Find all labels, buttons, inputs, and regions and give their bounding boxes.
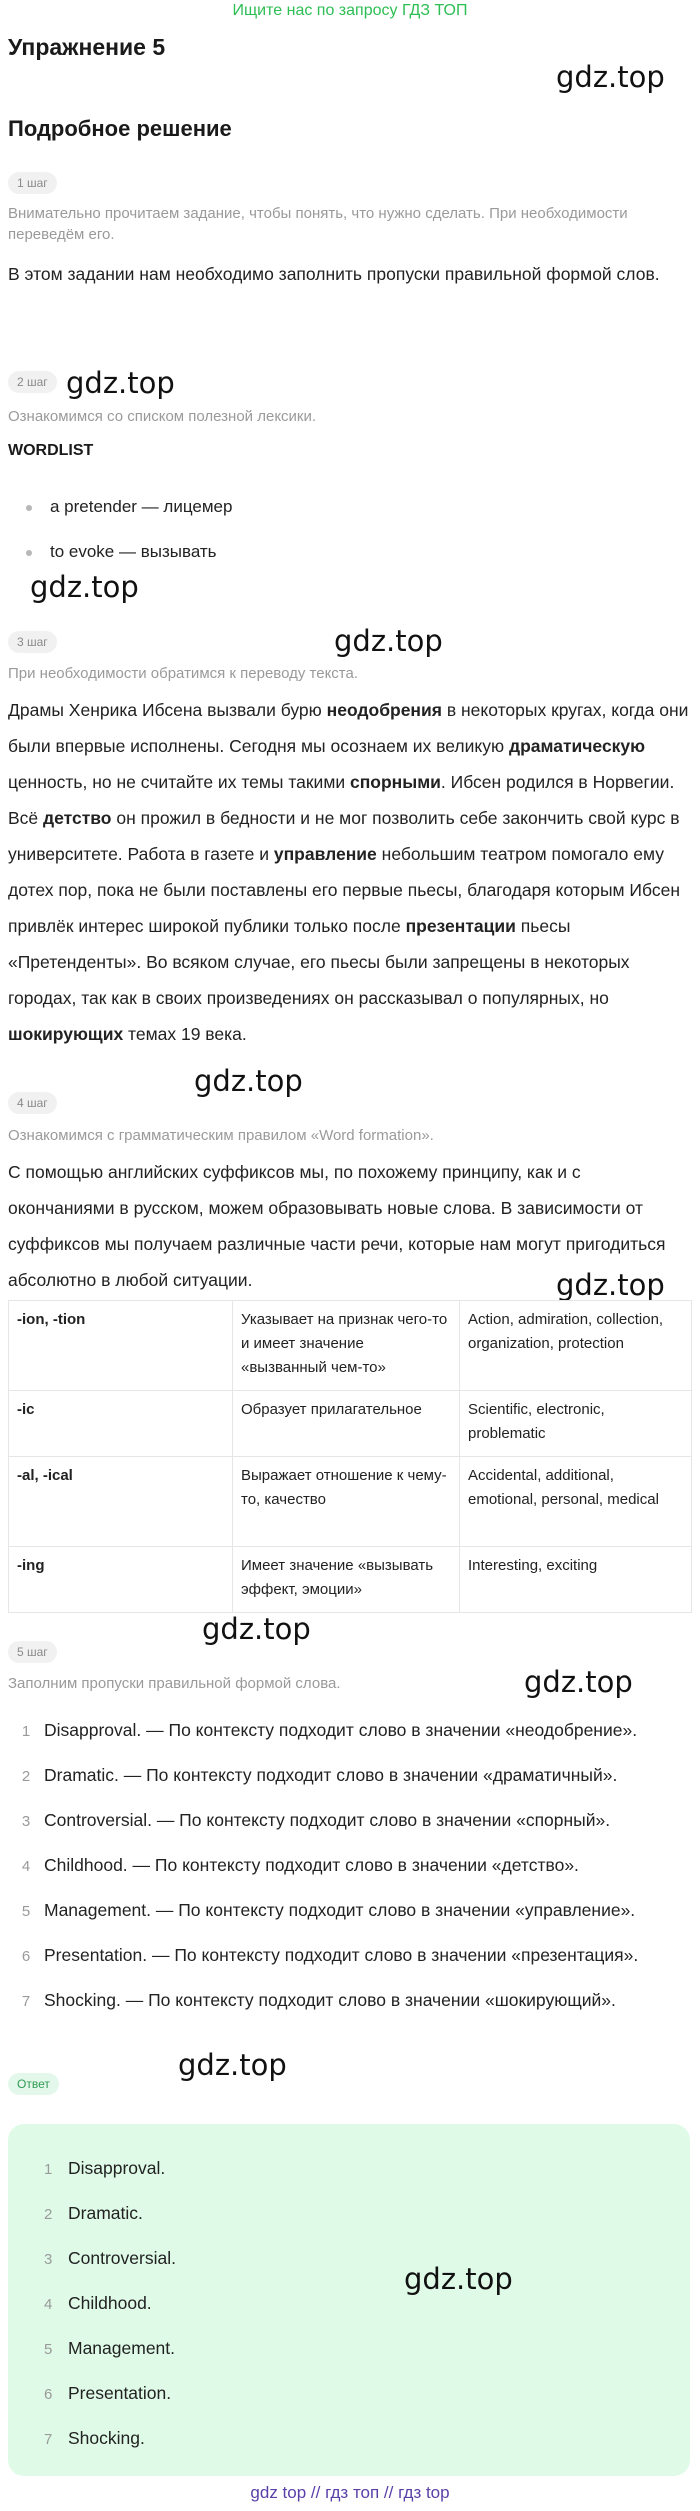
exercise-title: Упражнение 5 — [8, 34, 166, 60]
answer-box — [8, 2124, 690, 2476]
list-item: 7 Shocking. — [44, 2428, 145, 2448]
step-4-badge: 4 шаг — [8, 1092, 57, 1114]
list-item: 7 Shocking. — По контексту подходит слово в значении «шокирующий». — [21, 1990, 616, 2010]
wordlist-item: a pretender — лицемер — [26, 497, 232, 517]
step-4-text: С помощью английских суффиксов мы, по похожему принципу, как и с окончаниями в русском, можем образовывать новые слова. В зависимости от суффиксов мы получаем различные части речи, которые нам могут пригодиться абсолютно в любой ситуации. — [8, 1162, 666, 1290]
list-item: 1 Disapproval. — По контексту подходит слово в значении «неодобрение». — [21, 1720, 638, 1740]
footer-links: gdz top // гдз топ // гдз top — [250, 2483, 450, 2502]
table-row — [9, 1457, 692, 1547]
list-item: 6 Presentation. — [44, 2383, 172, 2403]
table-row — [9, 1301, 692, 1391]
watermark: gdz.top — [556, 60, 665, 94]
list-item: 5 Management. — По контексту подходит слово в значении «управление». — [21, 1900, 636, 1920]
meaning-cell: Имеет значение «вызывать эффект, эмоции» — [233, 1547, 460, 1613]
list-item: 1 Disapproval. — [44, 2158, 166, 2178]
step-4-hint: Ознакомимся с грамматическим правилом «Word formation». — [8, 1127, 434, 1144]
watermark: gdz.top — [404, 2262, 513, 2296]
solution-heading: Подробное решение — [8, 116, 232, 141]
list-item: 2 Dramatic. — По контексту подходит слово в значении «драматичный». — [21, 1765, 618, 1785]
list-item: 4 Childhood. — По контексту подходит слово в значении «детство». — [21, 1855, 579, 1875]
watermark: gdz.top — [334, 624, 443, 658]
step-3-badge: 3 шаг — [8, 631, 57, 653]
list-item: 6 Presentation. — По контексту подходит слово в значении «презентация». — [21, 1945, 639, 1965]
step-1-badge: 1 шаг — [8, 172, 57, 194]
table-row — [9, 1391, 692, 1457]
watermark: gdz.top — [194, 1064, 303, 1098]
answer-badge: Ответ — [8, 2073, 59, 2095]
examples-cell: Accidental, additional, emotional, personal, medical — [460, 1457, 692, 1547]
wordlist-item: to evoke — вызывать — [26, 542, 217, 562]
step-3-hint: При необходимости обратимся к переводу текста. — [8, 665, 359, 682]
suffix-table — [8, 1300, 692, 1613]
suffix-cell: -ing — [9, 1547, 233, 1613]
examples-cell: Interesting, exciting — [460, 1547, 692, 1613]
watermark: gdz.top — [178, 2048, 287, 2082]
examples-cell: Scientific, electronic, problematic — [460, 1391, 692, 1457]
suffix-cell: -ion, -tion — [9, 1301, 233, 1391]
meaning-cell: Образует прилагательное — [233, 1391, 460, 1457]
suffix-cell: -al, -ical — [9, 1457, 233, 1547]
list-item: 5 Management. — [44, 2338, 176, 2358]
watermark: gdz.top — [202, 1612, 311, 1646]
step-5-hint: Заполним пропуски правильной формой слова. — [8, 1675, 341, 1692]
watermark: gdz.top — [66, 366, 175, 400]
watermark: gdz.top — [556, 1268, 665, 1302]
step-2-hint: Ознакомимся со списком полезной лексики. — [8, 408, 317, 425]
watermark: gdz.top — [524, 1665, 633, 1699]
suffix-cell: -ic — [9, 1391, 233, 1457]
list-item: 4 Childhood. — [44, 2293, 152, 2313]
meaning-cell: Указывает на признак чего-то и имеет значение «вызванный чем-то» — [233, 1301, 460, 1391]
step-1-text: В этом задании нам необходимо заполнить пропуски правильной формой слов. — [8, 264, 660, 284]
table-row — [9, 1547, 692, 1613]
step-3-translation: Драмы Хенрика Ибсена вызвали бурю неодобрения в некоторых кругах, когда они были впервые исполнены. Сегодня мы осознаем их великую драматическую ценность, но не считайте их темы такими спорными. Ибсен родился в Норвегии. Всё детство он прожил в бедности и не мог позволить себе закончить свой курс в университете. Работа в газете и управление небольшим театром помогало ему дотех пор, пока не были поставлены его первые пьесы, благодаря которым Ибсен привлёк интерес широкой публики только после презентации пьесы «Претенденты». Во всяком случае, его пьесы были запрещены в некоторых городах, так как в своих произведениях он рассказывал о популярных, но шокирующих темах 19 века. — [8, 700, 689, 1044]
list-item: 2 Dramatic. — [44, 2203, 143, 2223]
step-5-badge: 5 шаг — [8, 1641, 57, 1663]
list-item: 3 Controversial. — [44, 2248, 176, 2268]
examples-cell: Action, admiration, collection, organization, protection — [460, 1301, 692, 1391]
step-2-badge: 2 шаг — [8, 371, 57, 393]
watermark: gdz.top — [30, 570, 139, 604]
search-banner: Ищите нас по запросу ГДЗ ТОП — [232, 2, 468, 19]
step-1-hint: Внимательно прочитаем задание, чтобы понять, что нужно сделать. При необходимости переведём его. — [8, 205, 628, 243]
wordlist-title: WORDLIST — [8, 442, 94, 459]
list-item: 3 Controversial. — По контексту подходит слово в значении «спорный». — [21, 1810, 611, 1830]
meaning-cell: Выражает отношение к чему-то, качество — [233, 1457, 460, 1547]
